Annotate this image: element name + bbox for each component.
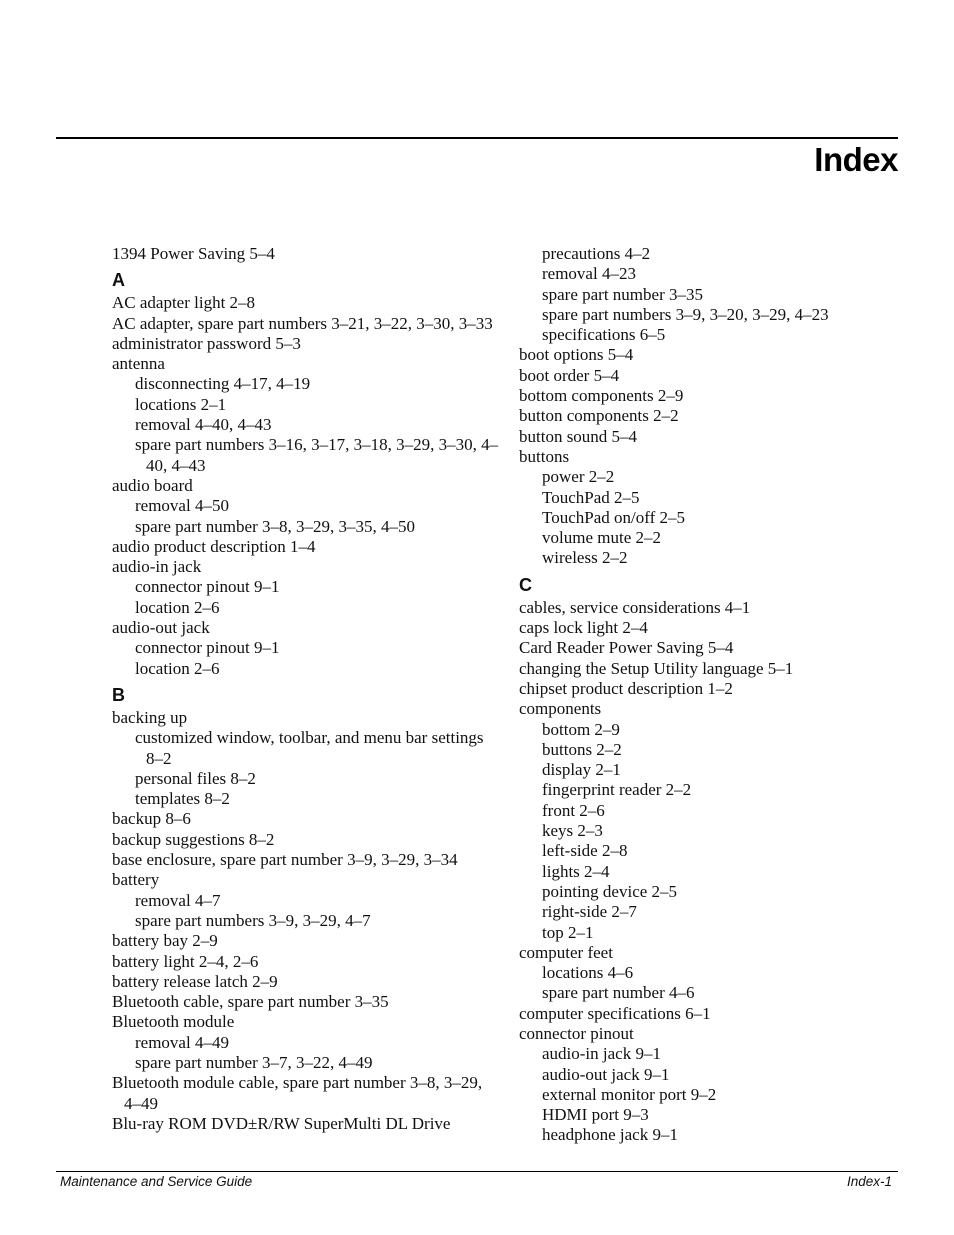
index-entry: bottom components 2–9	[519, 386, 684, 406]
index-subentry: connector pinout 9–1	[135, 638, 280, 658]
index-subentry: disconnecting 4–17, 4–19	[135, 374, 311, 394]
index-subentry: templates 8–2	[135, 789, 230, 809]
index-subentry: audio-in jack 9–1	[542, 1044, 661, 1064]
index-subentry: removal 4–50	[135, 496, 229, 516]
index-subentry: external monitor port 9–2	[542, 1084, 717, 1104]
index-entry: caps lock light 2–4	[519, 618, 648, 638]
index-subentry: spare part numbers 3–16, 3–17, 3–18, 3–29, 3–30, 4–40, 4–43	[135, 435, 499, 475]
index-entry: chipset product description 1–2	[519, 678, 733, 698]
index-entry: audio product description 1–4	[112, 536, 316, 556]
index-entry: Bluetooth cable, spare part number 3–35	[112, 992, 389, 1012]
index-subentry: display 2–1	[542, 760, 621, 780]
index-subentry: buttons 2–2	[542, 739, 622, 759]
footer-page-number: Index-1	[846, 1174, 892, 1189]
index-subentry: location 2–6	[135, 658, 220, 678]
index-subentry: bottom 2–9	[542, 719, 620, 739]
index-subentry: headphone jack 9–1	[542, 1125, 678, 1145]
index-subentry: top 2–1	[542, 922, 594, 942]
index-entry: AC adapter light 2–8	[112, 293, 256, 313]
index-subentry: connector pinout 9–1	[135, 577, 280, 597]
index-subentry: keys 2–3	[542, 821, 603, 841]
index-subentry: wireless 2–2	[542, 548, 628, 568]
index-entry: button components 2–2	[519, 406, 679, 426]
index-entry: computer specifications 6–1	[519, 1003, 711, 1023]
index-entry: battery light 2–4, 2–6	[112, 951, 259, 971]
index-subentry: customized window, toolbar, and menu bar settings 8–2	[135, 728, 484, 768]
index-column-left	[112, 244, 502, 1134]
index-entry: administrator password 5–3	[112, 333, 301, 353]
index-entry: AC adapter, spare part numbers 3–21, 3–22, 3–30, 3–33	[112, 313, 493, 333]
index-subentry: removal 4–23	[542, 264, 636, 284]
footer-guide-title: Maintenance and Service Guide	[60, 1174, 253, 1189]
index-subentry: locations 2–1	[135, 394, 227, 414]
index-subentry: HDMI port 9–3	[542, 1105, 649, 1125]
index-subentry: locations 4–6	[542, 963, 634, 983]
index-subentry: lights 2–4	[542, 861, 610, 881]
index-entry: connector pinout	[519, 1023, 634, 1043]
index-entry: audio-in jack	[112, 557, 202, 577]
footer-rule	[56, 1171, 898, 1172]
index-entry: audio-out jack	[112, 618, 210, 638]
page-title: Index	[814, 141, 898, 178]
index-entry: changing the Setup Utility language 5–1	[519, 658, 794, 678]
index-entry: Blu-ray ROM DVD±R/RW SuperMulti DL Drive	[112, 1113, 451, 1133]
index-subentry: left-side 2–8	[542, 841, 628, 861]
index-subentry: spare part numbers 3–9, 3–29, 4–7	[135, 910, 371, 930]
index-subentry: front 2–6	[542, 800, 605, 820]
index-entry: base enclosure, spare part number 3–9, 3–29, 3–34	[112, 850, 458, 870]
index-letter-heading: C	[519, 574, 532, 595]
index-subentry: power 2–2	[542, 467, 615, 487]
index-subentry: pointing device 2–5	[542, 881, 678, 901]
index-entry: battery	[112, 870, 160, 890]
index-subentry: location 2–6	[135, 597, 220, 617]
index-subentry: spare part numbers 3–9, 3–20, 3–29, 4–23	[542, 304, 829, 324]
index-entry: backing up	[112, 707, 188, 727]
index-subentry: TouchPad 2–5	[542, 487, 640, 507]
index-column-right	[519, 244, 899, 1146]
index-entry: antenna	[112, 354, 165, 374]
index-entry: backup 8–6	[112, 809, 191, 829]
index-subentry: precautions 4–2	[542, 244, 651, 263]
index-subentry: fingerprint reader 2–2	[542, 780, 692, 800]
index-entry: cables, service considerations 4–1	[519, 597, 751, 617]
index-letter-heading: B	[112, 684, 125, 705]
index-subentry: removal 4–40, 4–43	[135, 415, 272, 435]
index-entry: Bluetooth module	[112, 1012, 235, 1032]
index-subentry: removal 4–49	[135, 1032, 229, 1052]
index-entry: 1394 Power Saving 5–4	[112, 244, 275, 263]
index-letter-heading: A	[112, 270, 125, 291]
header-rule	[56, 137, 898, 139]
index-entry: boot order 5–4	[519, 365, 620, 385]
index-entry: boot options 5–4	[519, 345, 634, 365]
index-entry: computer feet	[519, 942, 613, 962]
index-entry: audio board	[112, 475, 193, 495]
index-subentry: volume mute 2–2	[542, 528, 661, 548]
index-entry: Bluetooth module cable, spare part number 3–8, 3–29, 4–49	[112, 1073, 483, 1113]
index-subentry: spare part number 4–6	[542, 983, 695, 1003]
index-entry: battery release latch 2–9	[112, 971, 278, 991]
index-entry: battery bay 2–9	[112, 931, 218, 951]
index-subentry: personal files 8–2	[135, 768, 256, 788]
index-subentry: audio-out jack 9–1	[542, 1064, 670, 1084]
index-entry: buttons	[519, 446, 570, 466]
index-subentry: TouchPad on/off 2–5	[542, 507, 685, 527]
index-entry: backup suggestions 8–2	[112, 829, 275, 849]
index-entry: components	[519, 699, 602, 719]
index-subentry: right-side 2–7	[542, 902, 637, 922]
index-subentry: specifications 6–5	[542, 325, 666, 345]
index-subentry: spare part number 3–8, 3–29, 3–35, 4–50	[135, 516, 415, 536]
index-subentry: spare part number 3–35	[542, 284, 703, 304]
index-entry: button sound 5–4	[519, 426, 638, 446]
index-subentry: spare part number 3–7, 3–22, 4–49	[135, 1052, 373, 1072]
index-entry: Card Reader Power Saving 5–4	[519, 638, 734, 658]
index-subentry: removal 4–7	[135, 890, 221, 910]
